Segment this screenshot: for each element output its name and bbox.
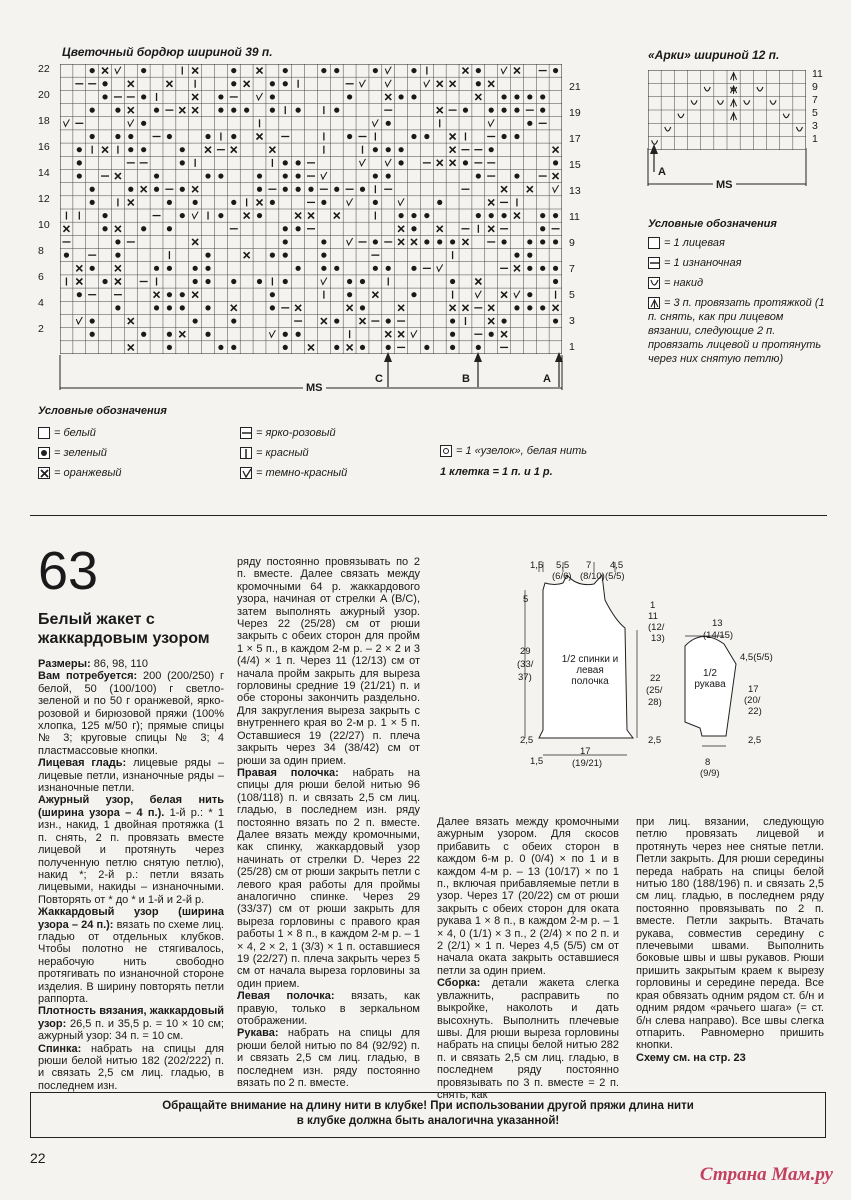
row-label: 18 — [38, 115, 50, 127]
article-column-3 — [437, 816, 619, 1101]
row-label: 4 — [38, 297, 44, 309]
article-paragraph: Плотность вязания, жаккардовый узор: 26,5 п. и 35,5 р. = 10 × 10 см; ажурный узор: 34 п. = 10 см. — [38, 1005, 224, 1043]
arch-chart-title: «Арки» шириной 12 п. — [648, 48, 780, 62]
article-paragraph: Жаккардовый узор (ширина узора – 24 п.): вязать по схеме лиц. гладью от отдельных клубков. Чтобы полотно не стягивалось, нерабочую нить свободно протягивать по изнаночной стороне изделия. В ширину повторять петли раппорта. — [38, 906, 224, 1005]
dash-icon — [240, 427, 252, 439]
back-pattern-label: 1/2 спинки и левая полочка — [561, 654, 619, 687]
dim: 8 — [705, 757, 711, 768]
legend-green: = зеленый — [38, 447, 107, 459]
dim: (9/9) — [700, 768, 720, 779]
page-number: 22 — [30, 1150, 46, 1166]
dim: (6/6) — [552, 571, 572, 582]
dim: 4,5 — [610, 560, 624, 571]
knot-icon — [440, 445, 452, 457]
dim: (19/21) — [572, 758, 603, 769]
dim: (8/10) — [580, 571, 605, 582]
article-column-1 — [38, 658, 224, 1092]
arch-legend-yo: = накид — [648, 277, 703, 289]
legend-orange: = оранжевый — [38, 467, 122, 479]
vbar-icon — [240, 447, 252, 459]
dim: 2,5 — [648, 735, 662, 746]
arch-ms-label: MS — [713, 179, 736, 191]
white-square-icon — [38, 427, 50, 439]
row-label: 5 — [812, 107, 818, 119]
dim: (25/ — [646, 685, 663, 696]
arch-arrow-label: A — [658, 166, 666, 178]
yarn-over-icon — [648, 277, 660, 289]
dim: 13 — [712, 618, 723, 629]
article-paragraph: Рукава: набрать на спицы для рюши белой нитью по 84 (92/92) п. и связать 2,5 см лиц. гладью, в последнем изн. ряду постоянно вязать по 2 п. вместе. — [237, 1027, 420, 1090]
row-label: 7 — [812, 94, 818, 106]
row-label: 8 — [38, 245, 44, 257]
legend-white: = белый — [38, 427, 96, 439]
row-label: 2 — [38, 323, 44, 335]
dim: 13) — [651, 633, 665, 644]
article-paragraph: Левая полочка: вязать, как правую, только в зеркальном отображении. — [237, 990, 420, 1028]
row-label: 9 — [569, 237, 575, 249]
row-label: 9 — [812, 81, 818, 93]
article-paragraph: Лицевая гладь: лицевые ряды – лицевые петли, изнаночные ряды – изнаночные петли. — [38, 757, 224, 795]
arrow-label-a: A — [543, 373, 551, 385]
border-chart-grid — [60, 64, 562, 354]
row-label: 20 — [38, 89, 50, 101]
ms-label: MS — [303, 382, 326, 394]
article-paragraph: ряду постоянно провязывать по 2 п. вместе. Далее связать между кромочными 64 р. жаккардового узора, начиная от стрелки A (B/C), затем выполнять ажурный узор. Через 22 (25/28) см от рюши закрыть с обеих сторон для пройм 1 × 5 п., в каждом 2-м р. – 2 × 2 и 3 (4/4) × 1 п. Через 11 (12/13) см от начала пройм закрыть для выреза горловины средние 19 (21/21) п. и обе стороны закончить раздельно. Для закругления выреза закрыть с внутреннего края во 2-м р. 1 × 5 п. Оставшиеся 19 (22/27) п. плеча закрыть через 34 (38/42) см от рюши за один прием. — [237, 556, 420, 767]
arch-legend-purl: = 1 изнаночная — [648, 257, 741, 269]
dim: 22) — [748, 706, 762, 717]
dot-icon — [38, 447, 50, 459]
legend-red: = красный — [240, 447, 309, 459]
row-label: 7 — [569, 263, 575, 275]
dim: 1,5 — [530, 756, 544, 767]
arch-chart-grid — [648, 70, 806, 150]
dim: 1,5 — [530, 560, 544, 571]
row-label: 19 — [569, 107, 581, 119]
dim: 17 — [580, 746, 591, 757]
article-paragraph: Спинка: набрать на спицы для рюши белой нитью 182 (202/222) п. и связать 2,5 см лиц. гладью, в последнем изн. — [38, 1042, 224, 1092]
white-square-icon — [648, 237, 660, 249]
article-column-2 — [237, 556, 420, 1089]
yarn-notice — [30, 1092, 826, 1138]
article-paragraph: Размеры: 86, 98, 110 — [38, 658, 148, 670]
dim: (20/ — [744, 695, 761, 706]
article-paragraph: Схему см. на стр. 23 — [636, 1051, 746, 1064]
row-label: 15 — [569, 159, 581, 171]
dim: (5/5) — [605, 571, 625, 582]
dim: 17 — [748, 684, 759, 695]
row-label: 14 — [38, 167, 50, 179]
row-label: 11 — [569, 211, 580, 223]
dim: 29 — [520, 646, 531, 657]
arrow-label-c: C — [375, 373, 383, 385]
dim: 5,5 — [556, 560, 570, 571]
row-label: 3 — [812, 120, 818, 132]
border-chart-title: Цветочный бордюр шириной 39 п. — [62, 45, 273, 59]
check-icon — [240, 467, 252, 479]
decrease-icon — [648, 297, 660, 309]
dash-icon — [648, 257, 660, 269]
article-title: Белый жакет с жаккардовым узором — [38, 611, 210, 647]
row-label: 5 — [569, 289, 575, 301]
dim: 7 — [586, 560, 592, 571]
article-paragraph: Далее вязать между кромочными ажурным узором. Для скосов прибавить с обеих сторон в каждом 6-м р. 0 (0/4) × по 1 и в каждом 4-м р. – 13 (10/17) × по 1 п., включая прибавляемые петли в узор. Через 17 (20/22) см от рюши закрыть с обеих сторон для оката рукава 1 × 8 п., в каждом 2-м р. – 1 × 4, 0 (1/1) × 3 п., 2 (2/4) × по 2 п. и 2 (2/1) × 1 п. Через 4,5 (5/5) см от начала оката закрыть оставшиеся петли за один прием. — [437, 816, 619, 977]
cross-icon — [38, 467, 50, 479]
border-chart-right-rows — [569, 64, 589, 354]
legend-heading: Условные обозначения — [38, 405, 167, 417]
dim: 11 — [648, 611, 658, 622]
watermark-logo: Страна Мам.ру — [699, 1164, 833, 1185]
row-label: 16 — [38, 141, 50, 153]
arrow-label-b: B — [462, 373, 470, 385]
border-chart-left-rows — [38, 60, 58, 350]
dim: (12/ — [648, 622, 665, 633]
article-paragraph: Вам потребуется: 200 (200/250) г белой, 50 (100/100) г светло-зеленой и по 50 г оранжевой, ярко-розовой и бирюзовой пряжи (100% хлопка, 125 м/50 г); прямые спицы № 3; круговые спицы № 3; 4 пластмассовые кнопки. — [38, 670, 224, 757]
row-label: 22 — [38, 63, 50, 75]
notice-line-2: в клубке должна быть аналогична указанной! — [296, 1115, 560, 1127]
dim: 2,5 — [748, 735, 762, 746]
row-label: 17 — [569, 133, 581, 145]
notice-line-1: Обращайте внимание на длину нити в клубке! При использовании другой пряжи длина нити — [162, 1100, 694, 1112]
row-label: 1 — [569, 341, 575, 353]
row-label: 13 — [569, 185, 581, 197]
dim: (14/15) — [703, 630, 734, 641]
row-label: 11 — [812, 68, 823, 80]
arch-legend-dec: = 3 п. провязать протяжкой (1 п. снять, как при лицевом вязании, следующие 2 п. провязать лицевой и протянуть через них снятую петлю) — [648, 297, 825, 365]
row-label: 3 — [569, 315, 575, 327]
article-paragraph: Ажурный узор, белая нить (ширина узора – 4 п.). 1-й р.: * 1 изн., накид, 1 двойная протяжка (1 п. снять, 2 п. провязать вместе лицевой и протянуть через полученную петлю снятую петлю), накид *; 2-й р.: петли вязать лицевыми, накиды – изнаночными. Повторять от * до * и 1-й и 2-й р. — [38, 794, 224, 906]
dim: 37) — [518, 672, 532, 683]
article-column-4 — [636, 816, 824, 1064]
article-paragraph: Сборка: детали жакета слегка увлажнить, расправить по выкройке, наколоть и дать высохнуть. Выполнить плечевые швы. Для рюши выреза горловины набрать на спицы белой нитью 282 п. и связать 2,5 см лиц. гладью, в последнем ряду постоянно провязывать по 3 п. вместе = 2 п. снять, как — [437, 977, 619, 1101]
dim: (33/ — [517, 659, 534, 670]
row-label: 21 — [569, 81, 581, 93]
arch-chart-rows — [812, 68, 832, 148]
row-label: 1 — [812, 133, 818, 145]
dim: 28) — [648, 697, 662, 708]
arch-legend-knit: = 1 лицевая — [648, 237, 725, 249]
section-divider — [30, 515, 827, 516]
dim: 22 — [650, 673, 661, 684]
legend-pink: = ярко-розовый — [240, 427, 336, 439]
arch-legend-heading: Условные обозначения — [648, 218, 777, 230]
dim: 2,5 — [520, 735, 534, 746]
legend-note: 1 клетка = 1 п. и 1 р. — [440, 466, 553, 478]
article-paragraph: при лиц. вязании, следующую петлю провязать лицевой и протянуть через нее снятые петли. Петли закрыть. Для рюши середины переда набрать на спицы белой нитью 180 (188/196) п. и связать 2,5 см лиц. гладью, в последнем ряду постоянно провязывать по 2 п. вместе. Петли закрыть. Втачать рукава, совместив середину с плечевыми швами. Выполнить боковые швы и швы рукавов. Рюши пришить закрытым краем к вырезу горловины и середине переда. Все края обвязать одним рядом ст. б/н и одним рядом «рачьего шага» (= ст. б/н слева направо). Все швы слегка отпарить. Равномерно пришить кнопки. — [636, 816, 824, 1052]
row-label: 6 — [38, 271, 44, 283]
row-label: 12 — [38, 193, 50, 205]
article-paragraph: Правая полочка: набрать на спицы для рюши белой нитью 96 (108/118) п. и связать 2,5 см лиц. гладью, в последнем изн. ряду постоянно вязать по 2 п. вместе. Далее вязать между кромочными, как спинку, жаккардовый узор начинать от стрелки D. Через 22 (25/28) см от рюши закрыть петли с левого края работы для проймы аналогично спинке. Через 29 (33/37) см от рюши закрыть для выреза горловины с правого края работы 1 × 8 п., в каждом 2-м р. – 1 × 4, 2 × 2, 1 (3/3) × 1 п. оставшиеся 19 (22/27) п. плеча закрыть через 5 см от начала выреза горловины за один прием. — [237, 766, 420, 990]
row-label: 10 — [38, 219, 50, 231]
dim: 1 — [650, 600, 656, 611]
legend-knot: = 1 «узелок», белая нить — [440, 445, 587, 457]
sleeve-pattern-label: 1/2 рукава — [694, 668, 726, 690]
dim: 4,5(5/5) — [740, 652, 773, 663]
article-number: 63 — [38, 541, 99, 601]
legend-darkred: = темно-красный — [240, 467, 347, 479]
dim: 5 — [523, 594, 529, 605]
